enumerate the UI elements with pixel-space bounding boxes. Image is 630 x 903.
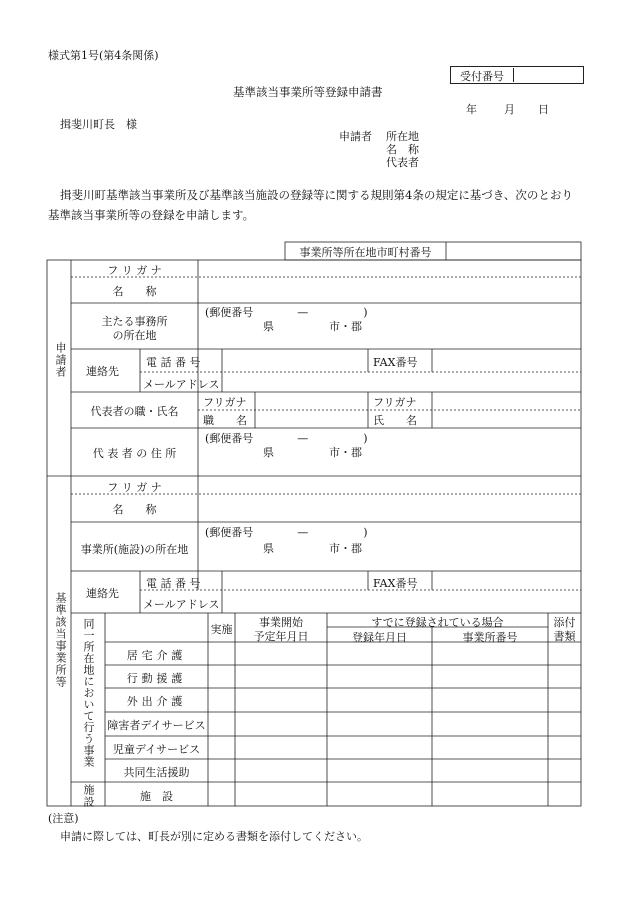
- applicant-contact-label: 連絡先: [86, 365, 119, 378]
- services-facility-group-label: 施設: [82, 784, 95, 808]
- facility-address-label: 事業所(施設)の所在地: [80, 543, 189, 556]
- rep-shimei-label: 氏 名: [373, 414, 417, 427]
- header-attach-1: 添付: [553, 616, 576, 629]
- rep-shi: 市・郡: [329, 446, 362, 459]
- applicant-header-label: 申請者: [339, 130, 372, 143]
- service-row-label: 障害者デイサービス: [107, 719, 206, 732]
- rep-ken: 県: [263, 446, 274, 459]
- applicant-mail-field[interactable]: [223, 373, 580, 391]
- applicant-header-address: 所在地: [386, 130, 419, 143]
- addressee: 揖斐川町長 様: [60, 118, 137, 131]
- rep-postal: (郵便番号 — ): [205, 432, 368, 445]
- form-id: 様式第1号(第4条関係): [48, 49, 159, 62]
- header-start-1: 事業開始: [259, 616, 303, 629]
- applicant-header-name: 名 称: [386, 143, 419, 156]
- facility-mail-field[interactable]: [223, 591, 580, 612]
- header-office-no: 事業所番号: [462, 631, 518, 644]
- date-year: 年: [466, 103, 477, 116]
- applicant-section-label: 申請者: [54, 342, 67, 378]
- date-month: 月: [504, 103, 515, 116]
- facility-name-field[interactable]: [199, 495, 580, 521]
- note-text: 申請に際しては、町長が別に定める書類を添付してください。: [60, 830, 368, 843]
- facility-row-label: 施 設: [140, 790, 173, 803]
- office-ken: 県: [263, 320, 274, 333]
- service-row-label: 外出介護: [126, 695, 187, 708]
- facility-fax-field[interactable]: [433, 572, 580, 589]
- applicant-furigana-field[interactable]: [199, 262, 580, 276]
- header-impl: 実施: [210, 623, 233, 636]
- header-reg-date: 登録年月日: [352, 631, 407, 644]
- header-registered: すでに登録されている場合: [371, 616, 504, 629]
- note-label: (注意): [48, 812, 79, 825]
- office-postal: (郵便番号 — ): [205, 306, 368, 319]
- facility-postal: (郵便番号 — ): [205, 526, 368, 539]
- intro-paragraph: 揖斐川町基準該当事業所及び基準該当施設の登録等に関する規則第4条の規定に基づき、次のとおり基準該当事業所等の登録を申請します。: [48, 188, 573, 222]
- office-shi: 市・郡: [329, 320, 362, 333]
- applicant-name-field[interactable]: [199, 278, 580, 302]
- facility-mail-label: メールアドレス: [143, 598, 220, 611]
- muni-code-label: 事業所等所在地市町村番号: [299, 246, 432, 259]
- service-row-label: 行動援護: [126, 672, 187, 685]
- muni-code-field[interactable]: [447, 243, 580, 259]
- facility-name-label: 名 称: [112, 503, 157, 516]
- office-address-label-1: 主たる事務所: [101, 315, 168, 328]
- rep-shimei-field[interactable]: [433, 393, 580, 427]
- service-row-label: 児童デイサービス: [112, 743, 201, 756]
- receipt-label: 受付番号: [451, 68, 514, 82]
- header-attach-2: 書類: [553, 630, 576, 643]
- applicant-header-rep: 代表者: [386, 156, 419, 169]
- facility-tel-field[interactable]: [223, 572, 367, 589]
- rep-shoku-field[interactable]: [256, 393, 367, 427]
- service-row-label: 居宅介護: [126, 649, 187, 662]
- office-address-label-2: の所在地: [112, 329, 157, 342]
- facility-furigana-label: フ リ ガ ナ: [107, 481, 162, 494]
- applicant-fax-field[interactable]: [433, 350, 580, 371]
- header-start-2: 予定年月日: [253, 630, 309, 643]
- rep-address-label: 代 表 者 の 住 所: [92, 447, 177, 460]
- rep-shoku-label: 職 名: [203, 414, 247, 427]
- applicant-furigana-label: フ リ ガ ナ: [107, 264, 162, 277]
- rep-furigana-label-2: フリガナ: [373, 396, 417, 409]
- applicant-fax-label: FAX番号: [373, 356, 418, 369]
- facility-shi: 市・郡: [329, 542, 362, 555]
- page-title: 基準該当事業所等登録申請書: [233, 85, 383, 99]
- rep-title-label: 代表者の職・氏名: [90, 405, 179, 418]
- facility-fax-label: FAX番号: [373, 577, 418, 590]
- applicant-tel-field[interactable]: [223, 350, 367, 371]
- service-row-label: 共同生活援助: [123, 766, 190, 779]
- facility-section-label: 基準該当事業所等: [54, 592, 67, 688]
- facility-furigana-field[interactable]: [199, 478, 580, 493]
- date-day: 日: [538, 103, 549, 116]
- applicant-name-label: 名 称: [112, 285, 157, 298]
- applicant-tel-label: 電 話 番 号: [146, 356, 201, 369]
- facility-contact-label: 連絡先: [86, 587, 119, 600]
- facility-ken: 県: [263, 542, 274, 555]
- applicant-mail-label: メールアドレス: [143, 378, 220, 391]
- services-group-label: 同一所在地において行う事業: [82, 618, 95, 768]
- facility-tel-label: 電 話 番 号: [146, 577, 201, 590]
- rep-furigana-label: フリガナ: [203, 396, 247, 409]
